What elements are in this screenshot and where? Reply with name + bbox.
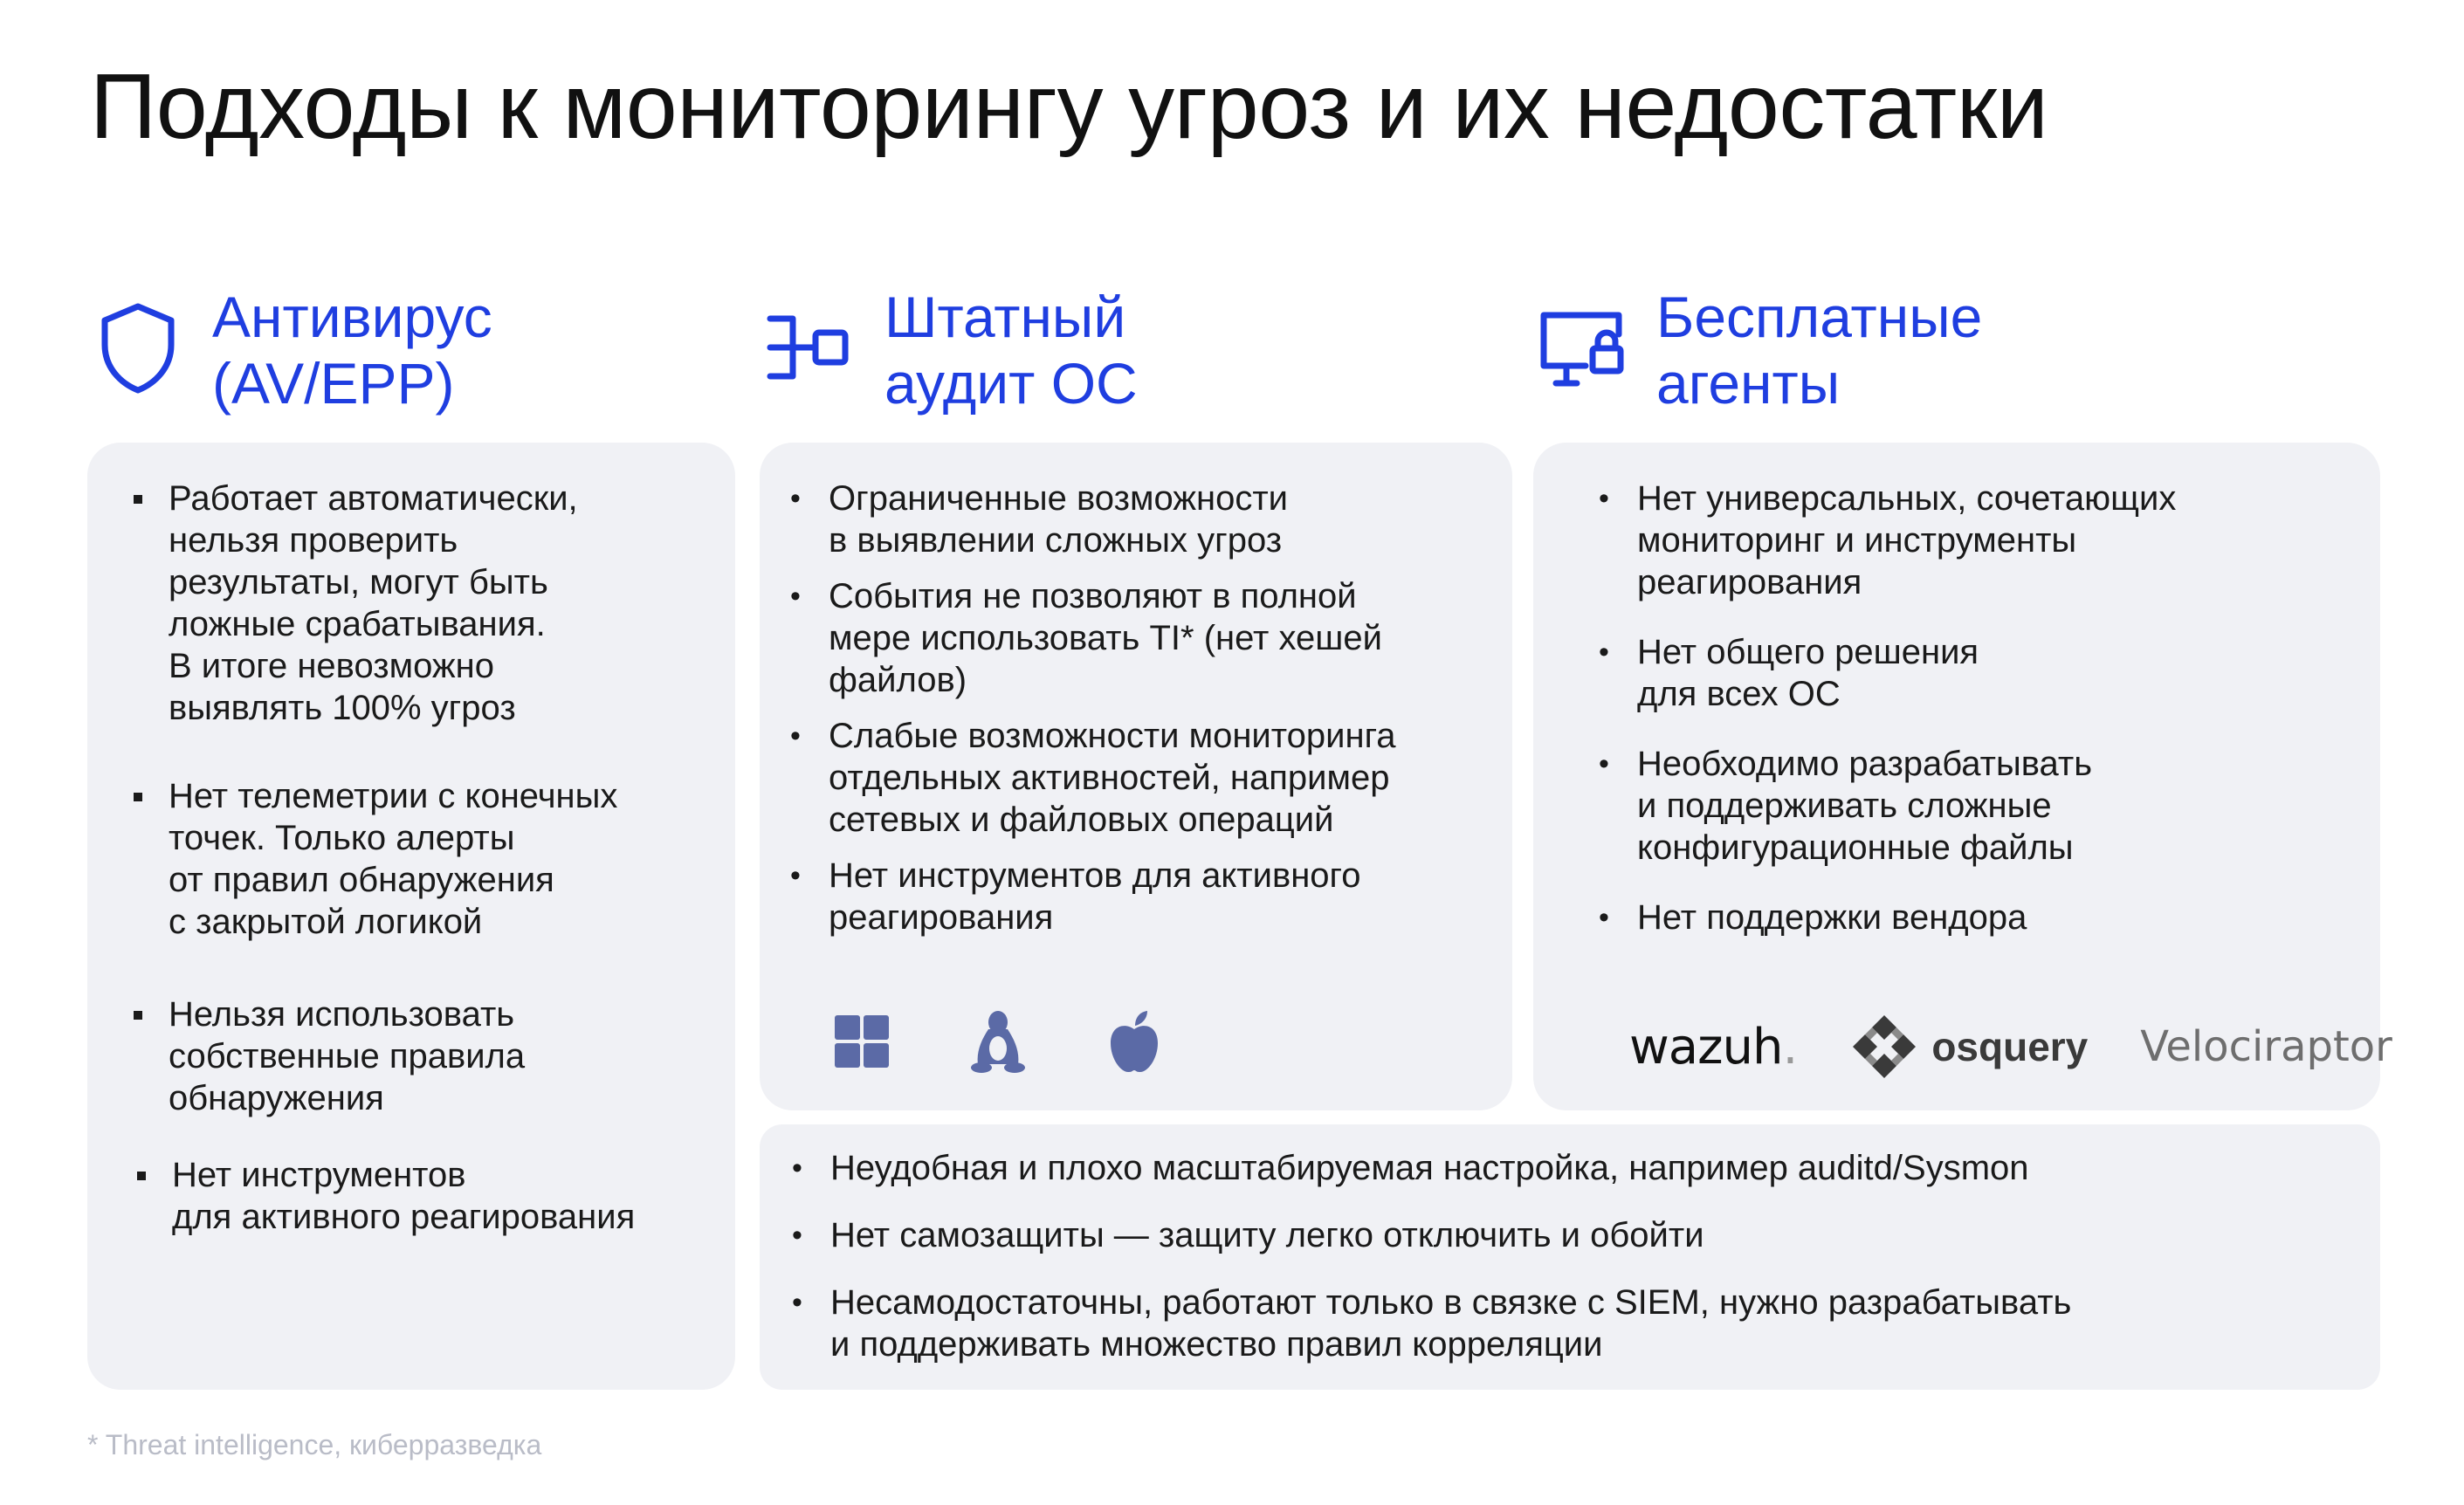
antivirus-title-line-1: Антивирус — [212, 285, 492, 349]
os-audit-title-line-1: Штатный — [884, 285, 1126, 349]
shared-drawbacks-card — [760, 1124, 2380, 1390]
free-agents-list — [1637, 478, 2176, 938]
os-audit-header — [767, 284, 1138, 416]
osquery-logo: osquery — [1849, 1012, 2088, 1082]
list-item: • Ограниченные возможности в выявлении сложных угроз — [829, 478, 1396, 561]
os-audit-card — [760, 443, 1512, 1110]
antivirus-list — [169, 478, 635, 1238]
list-item: • Нет самозащиты — защиту легко отключить и обойти — [830, 1214, 2071, 1256]
osquery-icon — [1849, 1012, 1919, 1082]
list-item: • Несамодостаточны, работают только в связке с SIEM, нужно разрабатывать и поддерживать множество правил корреляции — [830, 1282, 2071, 1365]
free-agents-header — [1538, 284, 1982, 416]
list-item: Работает автоматически, нельзя проверить результаты, могут быть ложные срабатывания. В итоге невозможно выявлять 100% угроз — [169, 478, 635, 729]
free-agents-title-line-2: агенты — [1656, 351, 1841, 416]
wazuh-logo: wazuh. — [1629, 1018, 1798, 1075]
list-item: Нет инструментов для активного реагирования — [172, 1156, 636, 1236]
list-item: Нет телеметрии с конечных точек. Только алерты от правил обнаружения с закрытой логикой — [169, 775, 635, 943]
list-item: • События не позволяют в полной мере использовать TI* (нет хешей файлов) — [829, 575, 1396, 701]
agent-logos — [1629, 1012, 2392, 1082]
antivirus-card — [87, 443, 735, 1390]
antivirus-header — [94, 284, 492, 416]
os-audit-list — [829, 478, 1396, 938]
shared-drawbacks-list — [830, 1147, 2071, 1365]
apple-icon — [1105, 1008, 1163, 1075]
list-item: • Нет универсальных, сочетающих мониторинг и инструменты реагирования — [1637, 478, 2176, 603]
os-audit-title-line-2: аудит ОС — [884, 351, 1138, 416]
free-agents-title-line-1: Бесплатные — [1656, 285, 1983, 349]
list-item: • Неудобная и плохо масштабируемая настройка, например auditd/Sysmon — [830, 1147, 2071, 1189]
list-item: Нельзя использовать собственные правила обнаружения — [169, 993, 635, 1119]
monitor-lock-icon — [1538, 299, 1626, 395]
list-item: • Нет инструментов для активного реагирования — [829, 855, 1396, 938]
velociraptor-logo: Velociraptor — [2140, 1022, 2392, 1071]
linux-icon — [969, 1008, 1027, 1075]
antivirus-title-line-2: (AV/EPP) — [212, 351, 455, 416]
free-agents-card — [1533, 443, 2392, 1110]
list-item: • Необходимо разрабатывать и поддерживать сложные конфигурационные файлы — [1637, 743, 2176, 869]
list-item: • Нет поддержки вендора — [1637, 897, 2176, 938]
list-item: • Нет общего решения для всех ОС — [1637, 631, 2176, 715]
footnote: * Threat intelligence, киберразведка — [87, 1429, 542, 1460]
shield-icon — [94, 299, 182, 395]
process-tree-icon — [767, 299, 854, 395]
windows-icon — [833, 1008, 891, 1075]
list-item: • Слабые возможности мониторинга отдельных активностей, например сетевых и файловых операций — [829, 715, 1396, 841]
os-icons — [833, 1008, 1163, 1075]
page-title: Подходы к мониторингу угроз и их недостатки — [90, 55, 2048, 158]
